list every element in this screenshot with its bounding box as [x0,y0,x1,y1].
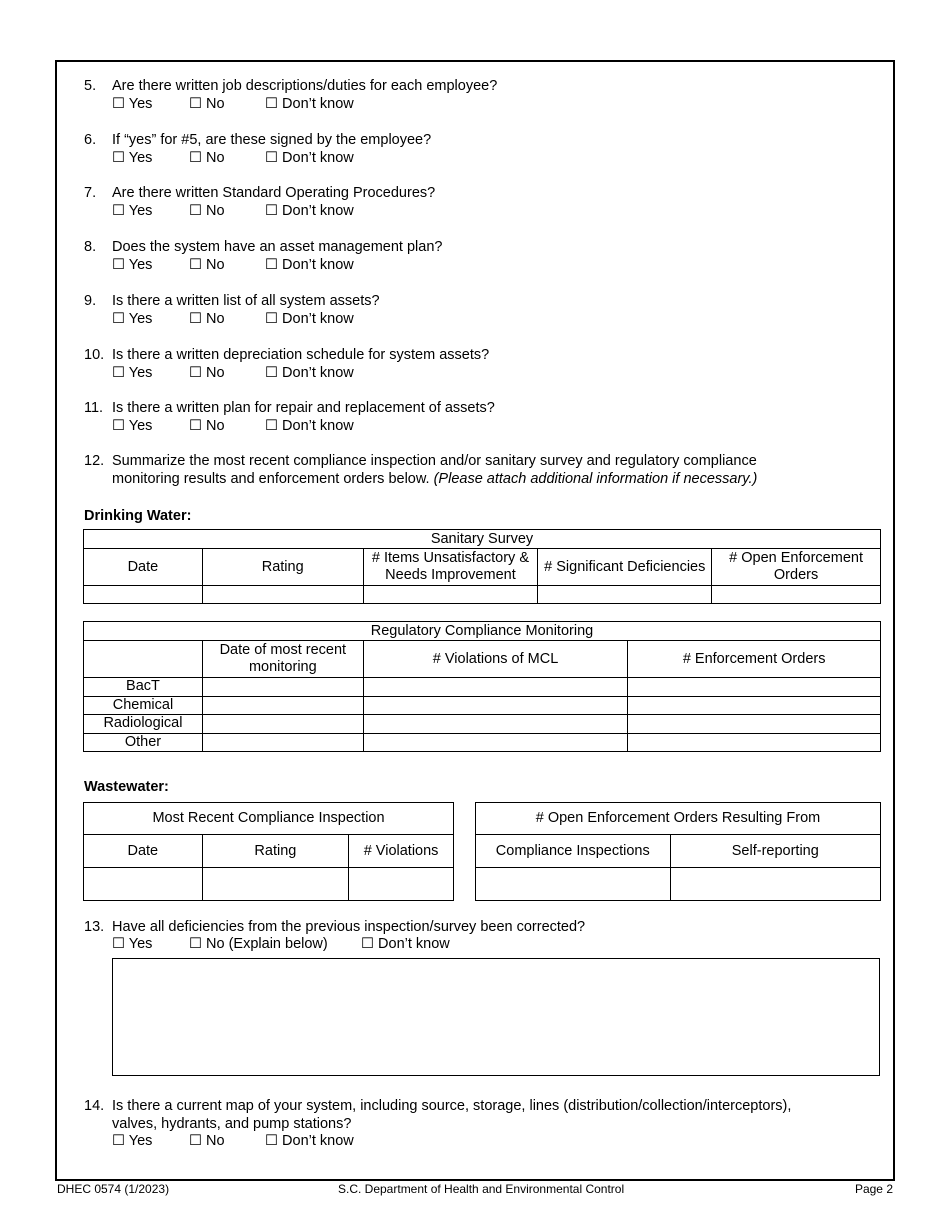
option-no[interactable]: ☐ No [189,364,225,381]
question-text: If “yes” for #5, are these signed by the employee? [112,131,432,148]
option-dont-know[interactable]: ☐ Don’t know [361,936,450,952]
question-text: Does the system have an asset management plan? [112,239,443,256]
entry-cell[interactable] [628,678,881,697]
option-no[interactable]: ☐ No [189,96,225,112]
compliance-inspections-cell[interactable] [476,868,671,901]
question-text: Is there a written depreciation schedule for system assets? [112,346,490,363]
self-reporting-cell[interactable] [670,868,880,901]
option-no[interactable]: ☐ No [189,1133,225,1149]
option-dont-know[interactable]: ☐ Don’t know [265,203,354,220]
option-yes[interactable]: ☐ Yes [112,418,153,435]
question-number: 6. [84,131,97,148]
column-header: # Significant Deficiencies [538,549,712,586]
question-note: (Please attach additional information if necessary.) [433,471,758,487]
option-no[interactable]: ☐ No [189,149,225,166]
orders-cell[interactable] [712,586,881,604]
option-yes[interactable]: ☐ Yes [112,1133,153,1149]
option-yes[interactable]: ☐ Yes [112,203,153,220]
entry-cell[interactable] [202,678,363,697]
table-title: # Open Enforcement Orders Resulting From [476,803,881,835]
entry-cell[interactable] [363,696,628,715]
date-cell[interactable] [84,868,203,901]
entry-cell[interactable] [628,696,881,715]
option-dont-know[interactable]: ☐ Don’t know [265,257,354,274]
table-title: Most Recent Compliance Inspection [84,803,454,835]
column-header: # Enforcement Orders [628,641,881,678]
question-number: 14. [84,1098,105,1114]
explanation-textarea[interactable] [112,958,880,1076]
question-text: Have all deficiencies from the previous inspection/survey been corrected? [112,919,586,935]
compliance-monitoring-table [83,621,881,752]
entry-cell[interactable] [202,715,363,734]
row-label: BacT [84,678,203,697]
option-yes[interactable]: ☐ Yes [112,936,153,952]
entry-cell[interactable] [202,696,363,715]
page-number: Page 2 [854,1182,893,1196]
option-no[interactable]: ☐ No (Explain below) [189,936,328,952]
option-no[interactable]: ☐ No [189,418,225,435]
option-dont-know[interactable]: ☐ Don’t know [265,96,354,112]
option-yes[interactable]: ☐ Yes [112,149,153,166]
option-dont-know[interactable]: ☐ Don’t know [265,364,354,381]
column-header: # Violations of MCL [363,641,628,678]
question-number: 10. [84,346,105,363]
rating-cell[interactable] [202,868,349,901]
column-header: # Violations [349,835,454,868]
violations-cell[interactable] [349,868,454,901]
column-header: # Items Unsatisfactory & Needs Improvement [363,549,538,586]
question-number: 13. [84,919,105,935]
sanitary-survey-table [83,529,881,604]
entry-cell[interactable] [363,715,628,734]
option-yes[interactable]: ☐ Yes [112,364,153,381]
question-text: Summarize the most recent compliance inspection and/or sanitary survey and regulatory compliance [112,453,757,469]
entry-cell[interactable] [363,733,628,752]
option-no[interactable]: ☐ No [189,310,225,327]
compliance-inspection-table [83,802,454,901]
column-header: Date [84,835,203,868]
option-dont-know[interactable]: ☐ Don’t know [265,149,354,166]
row-label: Other [84,733,203,752]
question-text: Are there written job descriptions/duties for each employee? [112,78,498,94]
entry-cell[interactable] [628,733,881,752]
question-number: 7. [84,185,97,202]
question-number: 9. [84,292,97,309]
table-row [84,715,881,734]
question-number: 11. [84,400,104,417]
table-row [84,678,881,697]
question-text: Is there a written list of all system assets? [112,292,380,309]
option-dont-know[interactable]: ☐ Don’t know [265,310,354,327]
table-title: Sanitary Survey [84,530,881,549]
section-heading: Wastewater: [84,779,169,795]
entry-cell[interactable] [202,733,363,752]
column-header: Self-reporting [670,835,880,868]
option-no[interactable]: ☐ No [189,203,225,220]
section-heading: Drinking Water: [84,508,192,524]
table-row [84,733,881,752]
entry-cell[interactable] [363,678,628,697]
column-header [84,641,203,678]
question-text: Are there written Standard Operating Procedures? [112,185,436,202]
column-header: Compliance Inspections [476,835,671,868]
agency-name: S.C. Department of Health and Environmental Control [338,1182,625,1196]
rating-cell[interactable] [202,586,363,604]
entry-cell[interactable] [628,715,881,734]
column-header: Rating [202,835,349,868]
question-text: Is there a current map of your system, including source, storage, lines (distribution/collection/interceptors), [112,1098,792,1114]
option-dont-know[interactable]: ☐ Don’t know [265,1133,354,1149]
option-yes[interactable]: ☐ Yes [112,96,153,112]
question-text: monitoring results and enforcement orders below. [112,471,430,487]
question-text-line2 [112,471,757,488]
option-no[interactable]: ☐ No [189,257,225,274]
date-cell[interactable] [84,586,203,604]
enforcement-orders-table [475,802,881,901]
form-number: DHEC 0574 (1/2023) [57,1182,170,1196]
row-label: Radiological [84,715,203,734]
question-number: 5. [84,78,97,94]
column-header: Date of most recent monitoring [202,641,363,678]
option-yes[interactable]: ☐ Yes [112,257,153,274]
question-number: 8. [84,239,97,256]
option-yes[interactable]: ☐ Yes [112,310,153,327]
items-cell[interactable] [363,586,538,604]
column-header: # Open Enforcement Orders [712,549,881,586]
question-text: Is there a written plan for repair and replacement of assets? [112,400,495,417]
table-row [84,696,881,715]
question-number: 12. [84,453,105,469]
column-header: Rating [202,549,363,586]
row-label: Chemical [84,696,203,715]
question-text-line2: valves, hydrants, and pump stations? [112,1116,352,1132]
column-header: Date [84,549,203,586]
table-title: Regulatory Compliance Monitoring [84,622,881,641]
option-dont-know[interactable]: ☐ Don’t know [265,418,354,435]
deficiencies-cell[interactable] [538,586,712,604]
